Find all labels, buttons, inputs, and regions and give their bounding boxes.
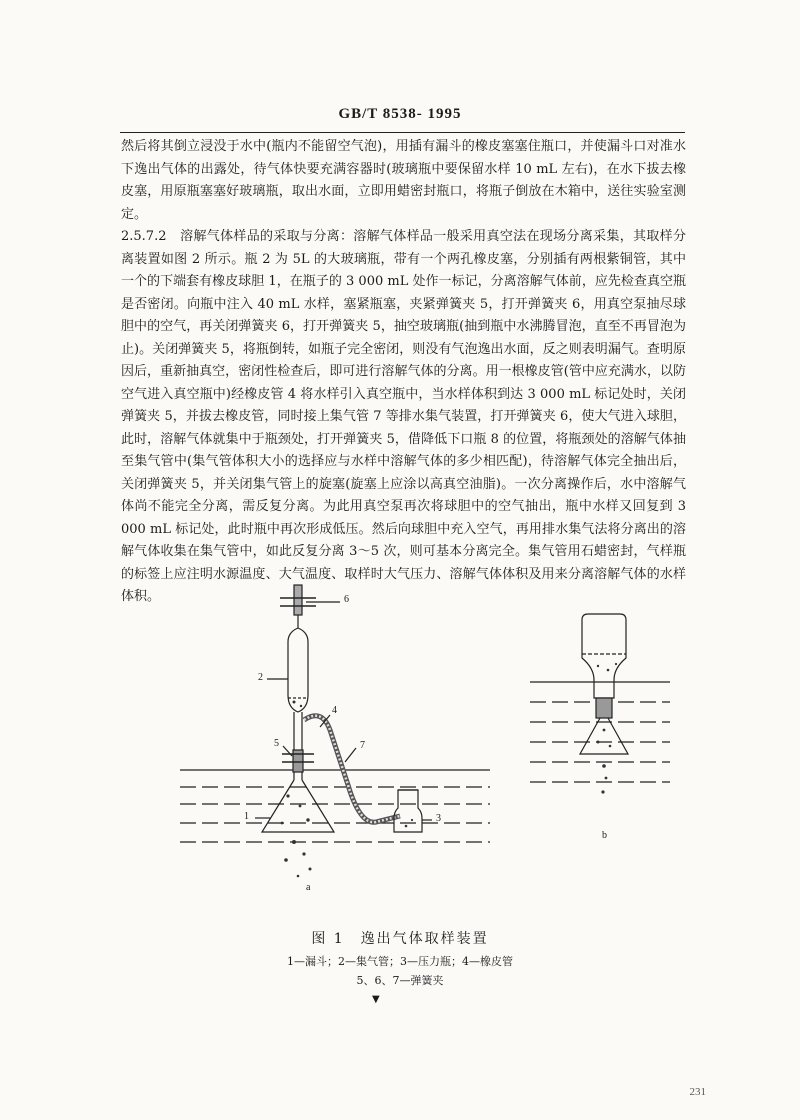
figure-gas-sampling-apparatus xyxy=(170,580,670,910)
label-5: 5 xyxy=(274,738,279,749)
label-6: 6 xyxy=(344,594,349,605)
sub-label-b: b xyxy=(602,830,607,841)
label-4: 4 xyxy=(332,705,337,716)
stopper-b xyxy=(596,698,612,718)
body-text xyxy=(121,136,686,609)
label-3: 3 xyxy=(436,813,441,824)
label-1: 1 xyxy=(244,811,249,822)
pressure-bottle-3 xyxy=(394,790,422,832)
funnel-1 xyxy=(262,780,334,832)
figure-caption: 图 1 逸出气体取样装置 xyxy=(311,931,489,947)
header-rule xyxy=(120,132,685,133)
label-2: 2 xyxy=(258,672,263,683)
paragraph-2: 2.5.7.2 溶解气体样品的采取与分离：溶解气体样品一般采用真空法在现场分离采集，其取样分离装置如图 2 所示。瓶 2 为 5L 的大玻璃瓶，带有一个两孔橡皮塞，分别插有两根紫铜管，其中一个的下端套有橡皮球胆 1，在瓶子的 3 000 mL 处作一标记，分离溶解气体前，应先检查真空瓶是否密闭。向瓶中注入 40 mL 水样，塞紧瓶塞，夹紧弹簧夹 5，打开弹簧夹 6，用真空泵抽尽球胆中的空气，再关闭弹簧夹 6，打开弹簧夹 5，抽空玻璃瓶(抽到瓶中水沸腾冒泡，直至不再冒泡为止)。关闭弹簧夹 5，将瓶倒转，如瓶子完全密闭，则没有气泡逸出水面，反之则表明漏气。查明原因后，重新抽真空，密闭性检查后，即可进行溶解气体的分离。用一根橡皮管(管中应充满水，以防空气进入真空瓶中)经橡皮管 4 将水样引入真空瓶中，当水样体积到达 3 000 mL 标记处时，关闭弹簧夹 5，并拔去橡皮管，同时接上集气管 7 等排水集气装置，打开弹簧夹 6，使大气进入球胆，此时，溶解气体就集中于瓶颈处，打开弹簧夹 5，借降低下口瓶 8 的位置，将瓶颈处的溶解气体抽至集气管中(集气管体积大小的选择应与水样中溶解气体的多少相匹配)，待溶解气体完全抽出后，关闭弹簧夹 5，并关闭集气管上的旋塞(旋塞上应涂以高真空油脂)。一次分离操作后，水中溶解气体尚不能完全分离，需反复分离。为此用真空泵再次将球胆中的空气抽出，瓶中水样又回复到 3 000 mL 标记处，此时瓶中再次形成低压。然后向球胆中充入空气，再用排水集气法将分离出的溶解气体收集在集气管中，如此反复分离 3～5 次，则可基本分离完全。集气管用石蜡密封，气样瓶的标签上应注明水源温度、大气温度、取样时大气压力、溶解气体体积及用来分离溶解气体的水样体积。 xyxy=(121,229,686,604)
funnel-b xyxy=(580,718,628,754)
label-7: 7 xyxy=(360,740,365,751)
sub-label-a: a xyxy=(306,882,311,893)
page-mark: ▼ xyxy=(372,994,380,1005)
clamp-6-tube xyxy=(294,585,302,615)
standard-code: GB/T 8538- 1995 xyxy=(338,106,462,122)
apparatus-drawing xyxy=(170,580,670,910)
figure-legend-line-2: 5、6、7—弹簧夹 xyxy=(356,974,444,987)
paragraph-1: 然后将其倒立浸没于水中(瓶内不能留空气泡)，用插有漏斗的橡皮塞塞住瓶口，并使漏斗口对准水下逸出气体的出露处，待气体快要充满容器时(玻璃瓶中要保留水样 10 mL 左右)，在水下拔去橡皮塞，用原瓶塞塞好玻璃瓶，取出水面，立即用蜡密封瓶口，将瓶子倒放在木箱中，送往实验室测定。 xyxy=(121,139,686,222)
inverted-bottle-b xyxy=(582,614,626,698)
figure-legend-line-1: 1—漏斗；2—集气管；3—压力瓶；4—橡皮管 xyxy=(287,955,513,968)
page-number: 231 xyxy=(689,1086,706,1098)
